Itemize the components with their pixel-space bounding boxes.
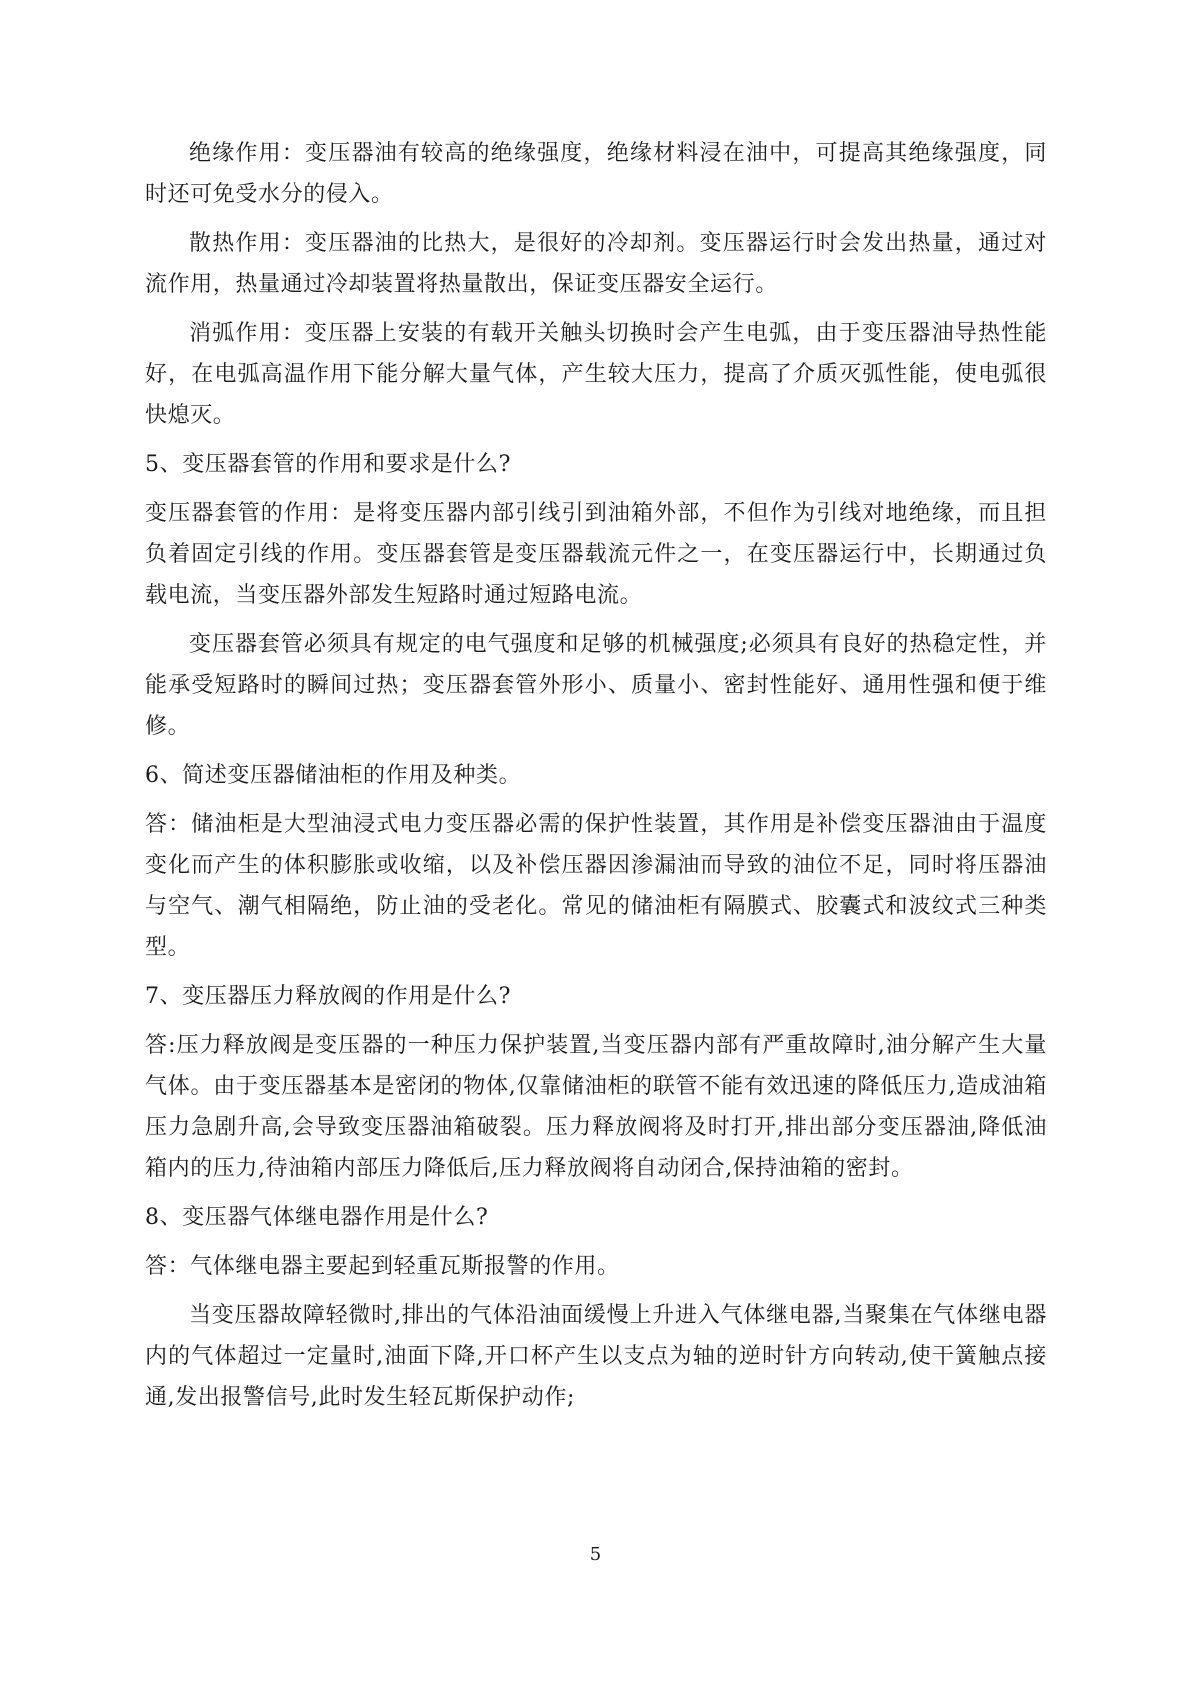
page-body [145,133,1047,1418]
question-heading-6: 6、简述变压器储油柜的作用及种类。 [145,763,522,788]
answer-gas-relay-light-fault: 当变压器故障轻微时,排出的气体沿油面缓慢上升进入气体继电器,当聚集在气体继电器内的气体超过一定量时,油面下降,开口杯产生以支点为轴的逆时针方向转动,使干簧触点接通,发出报警信号,此时发生轻瓦斯保护动作; [145,1303,1047,1410]
answer-conservator: 答：储油柜是大型油浸式电力变压器必需的保护性装置，其作用是补偿变压器油由于温度变化而产生的体积膨胀或收缩，以及补偿压器因渗漏油而导致的油位不足，同时将压器油与空气、潮气相隔绝，防止油的受老化。常见的储油柜有隔膜式、胶囊式和波纹式三种类型。 [145,812,1047,960]
paragraph-heat-dissipation: 散热作用：变压器油的比热大，是很好的冷却剂。变压器运行时会发出热量，通过对流作用，热量通过冷却装置将热量散出，保证变压器安全运行。 [145,231,1047,297]
question-heading-5: 5、变压器套管的作用和要求是什么? [145,452,511,477]
page-number: 5 [589,1544,602,1565]
answer-gas-relay-intro: 答：气体继电器主要起到轻重瓦斯报警的作用。 [145,1254,620,1279]
answer-bushing-function: 变压器套管的作用：是将变压器内部引线引到油箱外部，不但作为引线对地绝缘，而且担负着固定引线的作用。变压器套管是变压器载流元件之一，在变压器运行中，长期通过负载电流，当变压器外部发生短路时通过短路电流。 [145,501,1047,608]
paragraph-arc-extinguishing: 消弧作用：变压器上安装的有载开关触头切换时会产生电弧，由于变压器油导热性能好，在电弧高温作用下能分解大量气体，产生较大压力，提高了介质灭弧性能，使电弧很快熄灭。 [145,321,1047,428]
answer-bushing-requirements: 变压器套管必须具有规定的电气强度和足够的机械强度;必须具有良好的热稳定性，并能承受短路时的瞬间过热；变压器套管外形小、质量小、密封性能好、通用性强和便于维修。 [145,632,1047,739]
paragraph-insulation: 绝缘作用：变压器油有较高的绝缘强度，绝缘材料浸在油中，可提高其绝缘强度，同时还可免受水分的侵入。 [145,141,1047,207]
question-heading-7: 7、变压器压力释放阀的作用是什么? [145,984,511,1009]
question-heading-8: 8、变压器气体继电器作用是什么? [145,1205,489,1230]
answer-pressure-relief-valve: 答:压力释放阀是变压器的一种压力保护装置,当变压器内部有严重故障时,油分解产生大量气体。由于变压器基本是密闭的物体,仅靠储油柜的联管不能有效迅速的降低压力,造成油箱压力急剧升高,会导致变压器油箱破裂。压力释放阀将及时打开,排出部分变压器油,降低油箱内的压力,待油箱内部压力降低后,压力释放阀将自动闭合,保持油箱的密封。 [145,1033,1047,1181]
